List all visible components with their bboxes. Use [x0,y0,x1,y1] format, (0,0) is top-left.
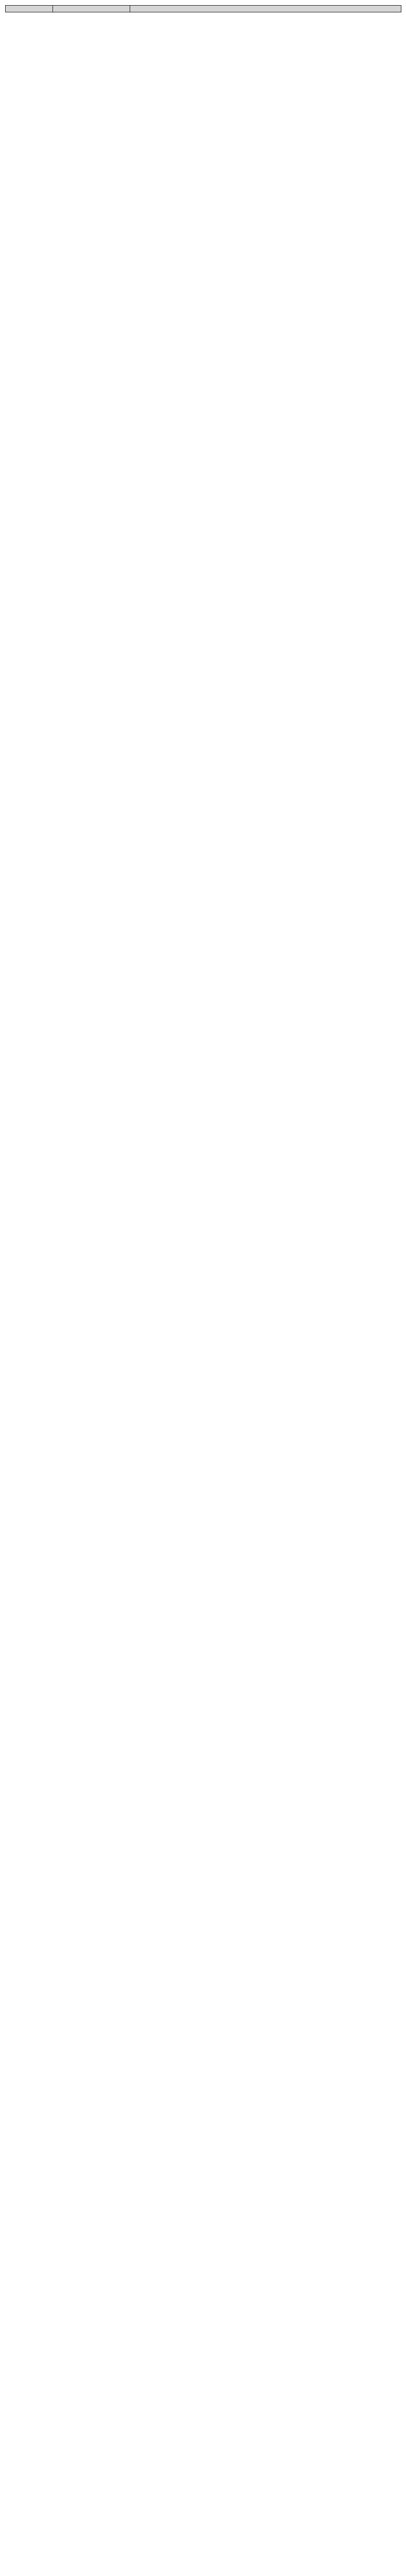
column-header-name [53,6,130,12]
column-header-content [130,6,401,12]
column-header-code [6,6,53,12]
table-header-row [6,6,401,12]
product-technology-table [5,5,401,12]
